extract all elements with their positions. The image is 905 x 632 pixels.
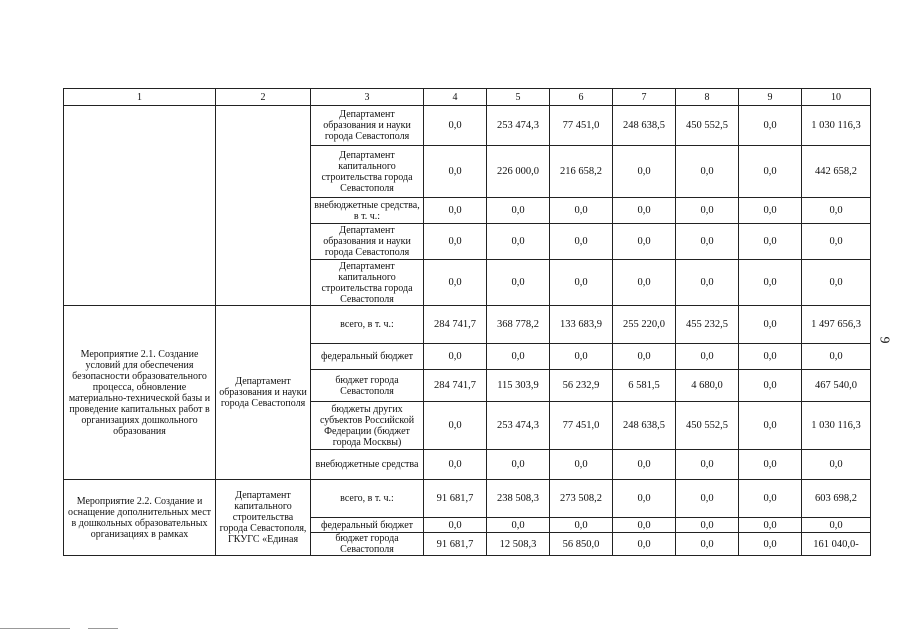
amount-cell: 0,0 [424, 518, 487, 533]
amount-cell: 12 508,3 [487, 533, 550, 556]
amount-cell: 0,0 [613, 198, 676, 224]
amount-cell: 1 030 116,3 [802, 106, 871, 146]
amount-cell: 273 508,2 [550, 480, 613, 518]
amount-cell: 284 741,7 [424, 370, 487, 402]
amount-cell: 284 741,7 [424, 306, 487, 344]
amount-cell: 253 474,3 [487, 402, 550, 450]
table-row [64, 480, 871, 518]
amount-cell: 91 681,7 [424, 480, 487, 518]
column-header: 9 [739, 89, 802, 106]
amount-cell: 0,0 [550, 260, 613, 306]
amount-cell: 0,0 [613, 146, 676, 198]
amount-cell: 0,0 [613, 533, 676, 556]
amount-cell: 368 778,2 [487, 306, 550, 344]
amount-cell: 0,0 [487, 450, 550, 480]
amount-cell: 450 552,5 [676, 402, 739, 450]
amount-cell: 255 220,0 [613, 306, 676, 344]
amount-cell: 133 683,9 [550, 306, 613, 344]
column-header: 3 [311, 89, 424, 106]
amount-cell: 0,0 [739, 306, 802, 344]
amount-cell: 216 658,2 [550, 146, 613, 198]
funding-source-cell: федеральный бюджет [311, 344, 424, 370]
executor-cell: Департамент капитального строительства города Севастополя, ГКУГС «Единая [216, 480, 311, 556]
amount-cell: 0,0 [676, 533, 739, 556]
amount-cell: 6 581,5 [613, 370, 676, 402]
amount-cell: 0,0 [676, 146, 739, 198]
column-header: 8 [676, 89, 739, 106]
amount-cell: 0,0 [613, 260, 676, 306]
amount-cell: 0,0 [613, 518, 676, 533]
amount-cell: 1 497 656,3 [802, 306, 871, 344]
amount-cell: 0,0 [424, 224, 487, 260]
amount-cell: 248 638,5 [613, 402, 676, 450]
amount-cell: 0,0 [676, 480, 739, 518]
amount-cell: 450 552,5 [676, 106, 739, 146]
amount-cell: 77 451,0 [550, 402, 613, 450]
table-row [64, 106, 871, 146]
measure-cell: Мероприятие 2.1. Создание условий для обеспечения безопасности образовательного процесса, обновление материально-технической базы и проведение капитальных работ в организациях дошкольного образования [64, 306, 216, 480]
amount-cell: 0,0 [613, 450, 676, 480]
funding-source-cell: Департамент образования и науки города Севастополя [311, 106, 424, 146]
funding-source-cell: Департамент капитального строительства города Севастополя [311, 146, 424, 198]
amount-cell: 0,0 [802, 198, 871, 224]
budget-table [63, 88, 871, 556]
funding-source-cell: внебюджетные средства, в т. ч.: [311, 198, 424, 224]
amount-cell: 0,0 [739, 260, 802, 306]
amount-cell: 4 680,0 [676, 370, 739, 402]
executor-cell: Департамент образования и науки города Севастополя [216, 306, 311, 480]
page-number: 9 [876, 336, 892, 344]
funding-source-cell: бюджет города Севастополя [311, 533, 424, 556]
funding-source-cell: Департамент капитального строительства города Севастополя [311, 260, 424, 306]
amount-cell: 0,0 [739, 344, 802, 370]
amount-cell: 0,0 [802, 518, 871, 533]
amount-cell: 0,0 [550, 450, 613, 480]
table-body [64, 89, 871, 556]
amount-cell: 442 658,2 [802, 146, 871, 198]
amount-cell: 0,0 [487, 198, 550, 224]
column-header: 1 [64, 89, 216, 106]
column-header: 7 [613, 89, 676, 106]
measure-cell: Мероприятие 2.2. Создание и оснащение дополнительных мест в дошкольных образовательных организациях в рамках [64, 480, 216, 556]
amount-cell: 0,0 [550, 344, 613, 370]
amount-cell: 56 850,0 [550, 533, 613, 556]
executor-cell [216, 106, 311, 306]
amount-cell: 0,0 [613, 480, 676, 518]
funding-source-cell: всего, в т. ч.: [311, 306, 424, 344]
amount-cell: 603 698,2 [802, 480, 871, 518]
amount-cell: 1 030 116,3 [802, 402, 871, 450]
amount-cell: 238 508,3 [487, 480, 550, 518]
amount-cell: 0,0 [739, 518, 802, 533]
column-header: 2 [216, 89, 311, 106]
amount-cell: 0,0 [613, 344, 676, 370]
amount-cell: 0,0 [676, 224, 739, 260]
amount-cell: 0,0 [487, 518, 550, 533]
amount-cell: 0,0 [802, 260, 871, 306]
column-header: 4 [424, 89, 487, 106]
amount-cell: 0,0 [739, 224, 802, 260]
table-row [64, 306, 871, 344]
amount-cell: 0,0 [739, 146, 802, 198]
amount-cell: 226 000,0 [487, 146, 550, 198]
amount-cell: 115 303,9 [487, 370, 550, 402]
amount-cell: 77 451,0 [550, 106, 613, 146]
amount-cell: 0,0 [739, 533, 802, 556]
funding-source-cell: бюджеты других субъектов Российской Федерации (бюджет города Москвы) [311, 402, 424, 450]
amount-cell: 0,0 [550, 198, 613, 224]
amount-cell: 0,0 [487, 344, 550, 370]
amount-cell: 0,0 [424, 106, 487, 146]
amount-cell: 467 540,0 [802, 370, 871, 402]
amount-cell: 0,0 [424, 402, 487, 450]
amount-cell: 0,0 [613, 224, 676, 260]
amount-cell: 0,0 [802, 450, 871, 480]
amount-cell: 0,0 [739, 106, 802, 146]
amount-cell: 0,0 [550, 518, 613, 533]
amount-cell: 0,0 [739, 480, 802, 518]
amount-cell: 0,0 [739, 402, 802, 450]
column-header: 6 [550, 89, 613, 106]
amount-cell: 0,0 [676, 260, 739, 306]
amount-cell: 248 638,5 [613, 106, 676, 146]
funding-source-cell: Департамент образования и науки города Севастополя [311, 224, 424, 260]
amount-cell: 56 232,9 [550, 370, 613, 402]
amount-cell: 0,0 [676, 198, 739, 224]
amount-cell: 253 474,3 [487, 106, 550, 146]
amount-cell: 0,0 [802, 344, 871, 370]
funding-source-cell: федеральный бюджет [311, 518, 424, 533]
amount-cell: 0,0 [424, 146, 487, 198]
amount-cell: 0,0 [739, 198, 802, 224]
amount-cell: 0,0 [424, 450, 487, 480]
amount-cell: 0,0 [739, 450, 802, 480]
amount-cell: 0,0 [739, 370, 802, 402]
amount-cell: 0,0 [487, 260, 550, 306]
scan-artifact-line [0, 628, 70, 629]
amount-cell: 161 040,0- [802, 533, 871, 556]
amount-cell: 0,0 [802, 224, 871, 260]
funding-source-cell: внебюджетные средства [311, 450, 424, 480]
amount-cell: 0,0 [676, 450, 739, 480]
funding-source-cell: всего, в т. ч.: [311, 480, 424, 518]
amount-cell: 0,0 [424, 198, 487, 224]
amount-cell: 0,0 [424, 260, 487, 306]
amount-cell: 0,0 [676, 344, 739, 370]
amount-cell: 0,0 [424, 344, 487, 370]
column-header: 10 [802, 89, 871, 106]
amount-cell: 91 681,7 [424, 533, 487, 556]
measure-cell [64, 106, 216, 306]
amount-cell: 0,0 [676, 518, 739, 533]
column-number-row [64, 89, 871, 106]
scan-artifact-line [88, 628, 118, 629]
column-header: 5 [487, 89, 550, 106]
amount-cell: 455 232,5 [676, 306, 739, 344]
amount-cell: 0,0 [550, 224, 613, 260]
funding-source-cell: бюджет города Севастополя [311, 370, 424, 402]
amount-cell: 0,0 [487, 224, 550, 260]
